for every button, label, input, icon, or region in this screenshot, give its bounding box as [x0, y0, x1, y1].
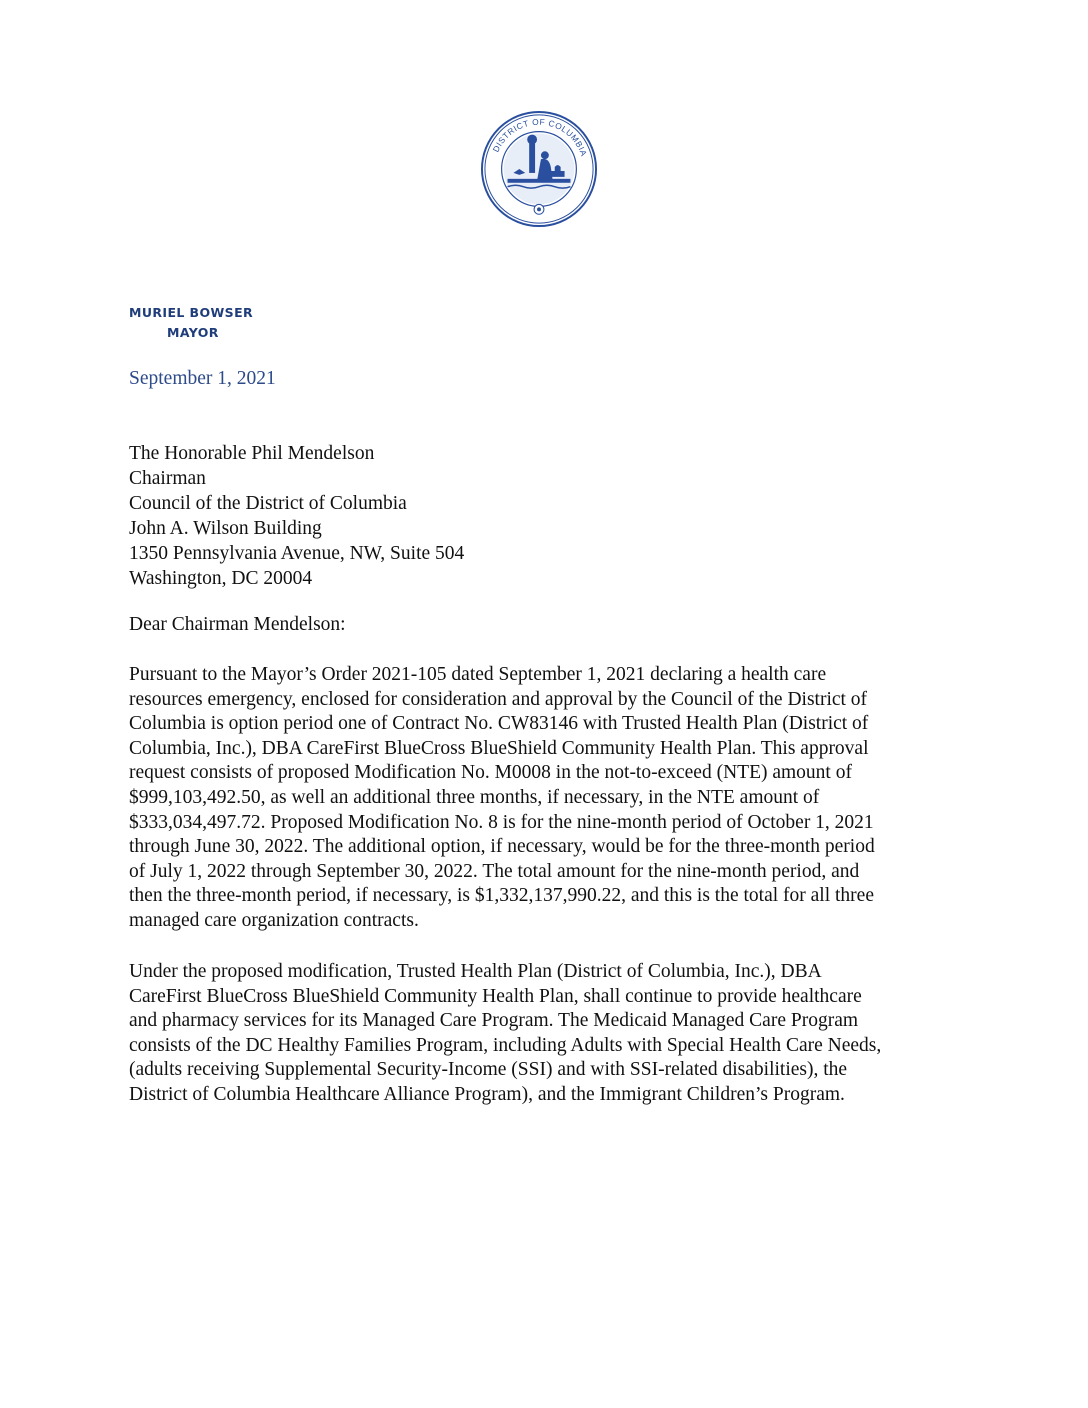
paragraph-line: consists of the DC Healthy Families Program, including Adults with Special Health Care Needs, — [129, 1034, 882, 1056]
recipient-line: 1350 Pennsylvania Avenue, NW, Suite 504 — [129, 543, 465, 564]
paragraph-line: Columbia is option period one of Contract No. CW83146 with Trusted Health Plan (District of — [129, 713, 869, 735]
paragraph-line: of July 1, 2022 through September 30, 2022. The total amount for the nine-month period, and — [129, 860, 860, 882]
paragraph-line: $999,103,492.50, as well an additional three months, if necessary, in the NTE amount of — [129, 786, 820, 808]
body-paragraph-1 — [129, 663, 875, 934]
mayor-title: MAYOR — [167, 325, 219, 340]
recipient-line: John A. Wilson Building — [129, 518, 322, 539]
paragraph-line: Under the proposed modification, Trusted Health Plan (District of Columbia, Inc.), DBA — [129, 961, 822, 982]
paragraph-line: Pursuant to the Mayor’s Order 2021-105 dated September 1, 2021 declaring a health care — [129, 664, 827, 685]
paragraph-line: Columbia, Inc.), DBA CareFirst BlueCross BlueShield Community Health Plan. This approval — [129, 737, 869, 759]
paragraph-line: resources emergency, enclosed for consideration and approval by the Council of the District of — [129, 688, 868, 710]
paragraph-line: (adults receiving Supplemental Security-Income (SSI) and with SSI-related disabilities), the — [129, 1059, 848, 1081]
recipient-line: Council of the District of Columbia — [129, 493, 407, 514]
paragraph-line: then the three-month period, if necessary, is $1,332,137,990.22, and this is the total for all three — [129, 885, 874, 907]
district-seal-icon — [480, 110, 598, 228]
paragraph-line: $333,034,497.72. Proposed Modification No. 8 is for the nine-month period of October 1, 2021 — [129, 811, 874, 833]
body-paragraph-2 — [129, 960, 881, 1108]
letterhead — [129, 303, 253, 343]
mayor-name: MURIEL BOWSER — [129, 305, 254, 320]
recipient-line: Washington, DC 20004 — [129, 568, 313, 589]
paragraph-line: request consists of proposed Modification No. M0008 in the not-to-exceed (NTE) amount of — [129, 762, 852, 784]
paragraph-line: District of Columbia Healthcare Alliance Program), and the Immigrant Children’s Program. — [129, 1083, 845, 1105]
recipient-address — [129, 441, 464, 591]
seal-ring-text: DISTRICT OF COLUMBIA — [490, 116, 590, 158]
paragraph-line: CareFirst BlueCross BlueShield Community Health Plan, shall continue to provide healthcare — [129, 985, 862, 1007]
salutation: Dear Chairman Mendelson: — [129, 614, 346, 635]
letter-date: September 1, 2021 — [129, 368, 276, 389]
recipient-line: Chairman — [129, 468, 206, 489]
paragraph-line: managed care organization contracts. — [129, 909, 419, 931]
paragraph-line: through June 30, 2022. The additional option, if necessary, would be for the three-month period — [129, 836, 875, 858]
paragraph-line: and pharmacy services for its Managed Care Program. The Medicaid Managed Care Program — [129, 1010, 859, 1032]
recipient-line: The Honorable Phil Mendelson — [129, 443, 375, 464]
